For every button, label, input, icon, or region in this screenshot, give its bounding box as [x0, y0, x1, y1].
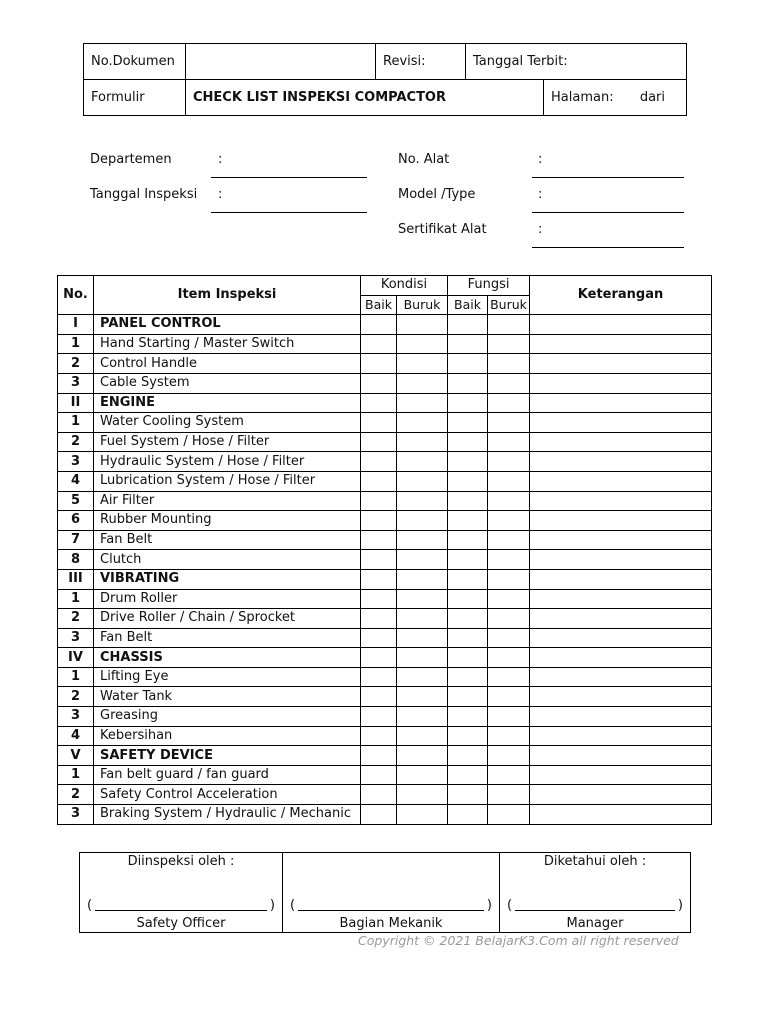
item-name: Hand Starting / Master Switch	[94, 334, 361, 354]
table-row	[58, 550, 712, 570]
table-row	[58, 432, 712, 452]
kondisi-buruk-cell[interactable]	[397, 785, 448, 805]
row-number: 2	[58, 785, 94, 805]
fungsi-buruk-cell[interactable]	[488, 511, 530, 531]
header-row-2	[84, 79, 686, 115]
keterangan-cell[interactable]	[530, 667, 712, 687]
fungsi-buruk-cell[interactable]	[488, 315, 530, 335]
header-row-1	[84, 44, 686, 79]
table-row	[58, 589, 712, 609]
no-dokumen-value[interactable]	[185, 44, 375, 79]
keterangan-cell[interactable]	[530, 707, 712, 727]
kondisi-buruk-cell[interactable]	[397, 315, 448, 335]
fungsi-buruk-cell[interactable]	[488, 452, 530, 472]
item-name: Drum Roller	[94, 589, 361, 609]
departemen-label: Departemen	[90, 152, 172, 167]
fungsi-baik-cell[interactable]	[448, 785, 488, 805]
fungsi-baik-cell[interactable]	[448, 393, 488, 413]
fungsi-baik-cell[interactable]	[448, 648, 488, 668]
row-number: 1	[58, 589, 94, 609]
fungsi-baik-cell[interactable]	[448, 746, 488, 766]
keterangan-cell[interactable]	[530, 765, 712, 785]
kondisi-baik-cell[interactable]	[361, 393, 397, 413]
fungsi-buruk-cell[interactable]	[488, 569, 530, 589]
safety-officer-label: Safety Officer	[136, 916, 226, 931]
section-row	[58, 648, 712, 668]
kondisi-baik-cell[interactable]	[361, 550, 397, 570]
sertifikat-alat-colon: :	[538, 222, 543, 237]
item-name: Fan Belt	[94, 530, 361, 550]
fungsi-buruk-cell[interactable]	[488, 765, 530, 785]
kondisi-buruk-cell[interactable]	[397, 609, 448, 629]
table-row	[58, 511, 712, 531]
close-paren: )	[269, 898, 275, 913]
row-number: 6	[58, 511, 94, 531]
table-row	[58, 805, 712, 825]
kondisi-buruk-cell[interactable]	[397, 667, 448, 687]
kondisi-baik-cell[interactable]	[361, 765, 397, 785]
row-number: 3	[58, 707, 94, 727]
tanggal-inspeksi-colon: :	[218, 187, 223, 202]
tanggal-terbit-label: Tanggal Terbit:	[465, 44, 686, 79]
no-alat-label: No. Alat	[398, 152, 450, 167]
item-name: Fan Belt	[94, 628, 361, 648]
keterangan-cell[interactable]	[530, 471, 712, 491]
table-row	[58, 609, 712, 629]
fungsi-buruk-cell[interactable]	[488, 471, 530, 491]
item-name: Control Handle	[94, 354, 361, 374]
kondisi-buruk-cell[interactable]	[397, 471, 448, 491]
signature-table	[79, 852, 691, 933]
fungsi-buruk-cell[interactable]	[488, 687, 530, 707]
col-header-keterangan: Keterangan	[530, 276, 712, 315]
table-row	[58, 413, 712, 433]
row-number: 2	[58, 609, 94, 629]
table-row	[58, 726, 712, 746]
keterangan-cell[interactable]	[530, 589, 712, 609]
fungsi-baik-cell[interactable]	[448, 432, 488, 452]
keterangan-cell[interactable]	[530, 550, 712, 570]
manager-label: Manager	[566, 916, 624, 931]
keterangan-cell[interactable]	[530, 805, 712, 825]
kondisi-baik-cell[interactable]	[361, 569, 397, 589]
fungsi-buruk-cell[interactable]	[488, 354, 530, 374]
table-row	[58, 354, 712, 374]
table-row	[58, 334, 712, 354]
section-title: VIBRATING	[94, 569, 361, 589]
row-number: 3	[58, 373, 94, 393]
fungsi-buruk-cell[interactable]	[488, 805, 530, 825]
row-number: I	[58, 315, 94, 335]
kondisi-buruk-cell[interactable]	[397, 530, 448, 550]
row-number: 1	[58, 765, 94, 785]
departemen-field[interactable]	[211, 177, 367, 178]
keterangan-cell[interactable]	[530, 373, 712, 393]
kondisi-baik-cell[interactable]	[361, 648, 397, 668]
item-name: Air Filter	[94, 491, 361, 511]
item-name: Drive Roller / Chain / Sprocket	[94, 609, 361, 629]
fungsi-baik-cell[interactable]	[448, 315, 488, 335]
kondisi-buruk-cell[interactable]	[397, 805, 448, 825]
kondisi-buruk-cell[interactable]	[397, 354, 448, 374]
keterangan-cell[interactable]	[530, 354, 712, 374]
row-number: 1	[58, 334, 94, 354]
kondisi-baik-cell[interactable]	[361, 511, 397, 531]
form-title: CHECK LIST INSPEKSI COMPACTOR	[185, 80, 543, 115]
item-name: Greasing	[94, 707, 361, 727]
fungsi-baik-cell[interactable]	[448, 550, 488, 570]
keterangan-cell[interactable]	[530, 393, 712, 413]
row-number: 1	[58, 413, 94, 433]
col-header-fungsi-buruk: Buruk	[488, 295, 530, 315]
kondisi-buruk-cell[interactable]	[397, 687, 448, 707]
kondisi-buruk-cell[interactable]	[397, 413, 448, 433]
row-number: IV	[58, 648, 94, 668]
item-name: Safety Control Acceleration	[94, 785, 361, 805]
close-paren: )	[486, 898, 492, 913]
row-number: V	[58, 746, 94, 766]
keterangan-cell[interactable]	[530, 452, 712, 472]
kondisi-buruk-cell[interactable]	[397, 589, 448, 609]
inspection-table	[57, 275, 712, 825]
kondisi-buruk-cell[interactable]	[397, 726, 448, 746]
keterangan-cell[interactable]	[530, 491, 712, 511]
section-title: ENGINE	[94, 393, 361, 413]
keterangan-cell[interactable]	[530, 648, 712, 668]
keterangan-cell[interactable]	[530, 432, 712, 452]
kondisi-baik-cell[interactable]	[361, 354, 397, 374]
fungsi-buruk-cell[interactable]	[488, 413, 530, 433]
fungsi-buruk-cell[interactable]	[488, 726, 530, 746]
kondisi-buruk-cell[interactable]	[397, 452, 448, 472]
keterangan-cell[interactable]	[530, 413, 712, 433]
table-row	[58, 687, 712, 707]
kondisi-baik-cell[interactable]	[361, 530, 397, 550]
fungsi-baik-cell[interactable]	[448, 628, 488, 648]
row-number: 2	[58, 687, 94, 707]
kondisi-baik-cell[interactable]	[361, 373, 397, 393]
fungsi-baik-cell[interactable]	[448, 805, 488, 825]
col-header-kondisi: Kondisi	[361, 276, 448, 296]
kondisi-buruk-cell[interactable]	[397, 707, 448, 727]
sertifikat-alat-field[interactable]	[532, 247, 684, 248]
section-row	[58, 569, 712, 589]
row-number: 8	[58, 550, 94, 570]
row-number: 3	[58, 452, 94, 472]
fungsi-buruk-cell[interactable]	[488, 746, 530, 766]
kondisi-buruk-cell[interactable]	[397, 569, 448, 589]
kondisi-baik-cell[interactable]	[361, 687, 397, 707]
table-row	[58, 373, 712, 393]
kondisi-baik-cell[interactable]	[361, 628, 397, 648]
kondisi-baik-cell[interactable]	[361, 491, 397, 511]
fungsi-buruk-cell[interactable]	[488, 628, 530, 648]
row-number: 2	[58, 432, 94, 452]
kondisi-buruk-cell[interactable]	[397, 491, 448, 511]
keterangan-cell[interactable]	[530, 569, 712, 589]
table-row	[58, 530, 712, 550]
fungsi-baik-cell[interactable]	[448, 413, 488, 433]
col-header-fungsi-baik: Baik	[448, 295, 488, 315]
copyright-text: Copyright © 2021 BelajarK3.Com all right reserved	[358, 933, 679, 948]
fungsi-buruk-cell[interactable]	[488, 373, 530, 393]
item-name: Clutch	[94, 550, 361, 570]
model-type-label: Model /Type	[398, 187, 476, 202]
row-number: 3	[58, 628, 94, 648]
section-row	[58, 315, 712, 335]
kondisi-baik-cell[interactable]	[361, 667, 397, 687]
row-number: 5	[58, 491, 94, 511]
kondisi-baik-cell[interactable]	[361, 805, 397, 825]
kondisi-baik-cell[interactable]	[361, 432, 397, 452]
item-name: Cable System	[94, 373, 361, 393]
kondisi-baik-cell[interactable]	[361, 589, 397, 609]
tanggal-inspeksi-field[interactable]	[211, 212, 367, 213]
keterangan-cell[interactable]	[530, 315, 712, 335]
signature-mechanic	[283, 853, 500, 933]
fungsi-baik-cell[interactable]	[448, 452, 488, 472]
item-name: Braking System / Hydraulic / Mechanic	[94, 805, 361, 825]
kondisi-baik-cell[interactable]	[361, 785, 397, 805]
table-row	[58, 707, 712, 727]
fungsi-baik-cell[interactable]	[448, 726, 488, 746]
fungsi-baik-cell[interactable]	[448, 707, 488, 727]
keterangan-cell[interactable]	[530, 628, 712, 648]
kondisi-baik-cell[interactable]	[361, 746, 397, 766]
row-number: II	[58, 393, 94, 413]
item-name: Lifting Eye	[94, 667, 361, 687]
halaman-cell	[543, 80, 686, 115]
diinspeksi-oleh-label: Diinspeksi oleh :	[127, 854, 235, 869]
fungsi-buruk-cell[interactable]	[488, 609, 530, 629]
fungsi-buruk-cell[interactable]	[488, 432, 530, 452]
row-number: 2	[58, 354, 94, 374]
fungsi-baik-cell[interactable]	[448, 511, 488, 531]
table-row	[58, 667, 712, 687]
kondisi-baik-cell[interactable]	[361, 726, 397, 746]
row-number: 7	[58, 530, 94, 550]
keterangan-cell[interactable]	[530, 334, 712, 354]
fungsi-buruk-cell[interactable]	[488, 550, 530, 570]
fungsi-baik-cell[interactable]	[448, 491, 488, 511]
signature-line	[298, 900, 484, 911]
tanggal-inspeksi-label: Tanggal Inspeksi	[90, 187, 198, 202]
departemen-colon: :	[218, 152, 223, 167]
open-paren: (	[87, 898, 93, 913]
kondisi-buruk-cell[interactable]	[397, 550, 448, 570]
signature-inspector	[80, 853, 283, 933]
fungsi-baik-cell[interactable]	[448, 765, 488, 785]
fungsi-baik-cell[interactable]	[448, 471, 488, 491]
keterangan-cell[interactable]	[530, 687, 712, 707]
kondisi-buruk-cell[interactable]	[397, 746, 448, 766]
signature-manager	[500, 853, 691, 933]
no-alat-field[interactable]	[532, 177, 684, 178]
dari-label: dari	[639, 90, 665, 105]
inspector-signature-line[interactable]	[87, 898, 275, 913]
kondisi-baik-cell[interactable]	[361, 471, 397, 491]
keterangan-cell[interactable]	[530, 530, 712, 550]
table-row	[58, 765, 712, 785]
fungsi-baik-cell[interactable]	[448, 687, 488, 707]
keterangan-cell[interactable]	[530, 746, 712, 766]
table-row	[58, 452, 712, 472]
item-name: Kebersihan	[94, 726, 361, 746]
kondisi-buruk-cell[interactable]	[397, 373, 448, 393]
section-title: CHASSIS	[94, 648, 361, 668]
section-title: PANEL CONTROL	[94, 315, 361, 335]
fungsi-buruk-cell[interactable]	[488, 648, 530, 668]
section-row	[58, 746, 712, 766]
item-name: Water Cooling System	[94, 413, 361, 433]
fungsi-baik-cell[interactable]	[448, 667, 488, 687]
kondisi-buruk-cell[interactable]	[397, 432, 448, 452]
row-number: 1	[58, 667, 94, 687]
fungsi-baik-cell[interactable]	[448, 373, 488, 393]
kondisi-buruk-cell[interactable]	[397, 628, 448, 648]
kondisi-baik-cell[interactable]	[361, 315, 397, 335]
row-number: 4	[58, 471, 94, 491]
manager-signature-line[interactable]	[507, 898, 683, 913]
item-name: Fuel System / Hose / Filter	[94, 432, 361, 452]
table-row	[58, 785, 712, 805]
keterangan-cell[interactable]	[530, 511, 712, 531]
model-type-field[interactable]	[532, 212, 684, 213]
fungsi-baik-cell[interactable]	[448, 354, 488, 374]
item-name: Hydraulic System / Hose / Filter	[94, 452, 361, 472]
fungsi-buruk-cell[interactable]	[488, 785, 530, 805]
document-header	[83, 43, 687, 116]
fungsi-baik-cell[interactable]	[448, 569, 488, 589]
open-paren: (	[507, 898, 513, 913]
table-row	[58, 491, 712, 511]
section-row	[58, 393, 712, 413]
fungsi-baik-cell[interactable]	[448, 609, 488, 629]
fungsi-buruk-cell[interactable]	[488, 530, 530, 550]
fungsi-buruk-cell[interactable]	[488, 589, 530, 609]
col-header-kondisi-baik: Baik	[361, 295, 397, 315]
section-title: SAFETY DEVICE	[94, 746, 361, 766]
fungsi-buruk-cell[interactable]	[488, 393, 530, 413]
kondisi-baik-cell[interactable]	[361, 707, 397, 727]
fungsi-baik-cell[interactable]	[448, 530, 488, 550]
row-number: 4	[58, 726, 94, 746]
col-header-fungsi: Fungsi	[448, 276, 530, 296]
signature-line	[515, 900, 675, 911]
col-header-item: Item Inspeksi	[94, 276, 361, 315]
fungsi-buruk-cell[interactable]	[488, 707, 530, 727]
table-row	[58, 471, 712, 491]
keterangan-cell[interactable]	[530, 609, 712, 629]
kondisi-buruk-cell[interactable]	[397, 648, 448, 668]
fungsi-buruk-cell[interactable]	[488, 334, 530, 354]
mechanic-signature-line[interactable]	[290, 898, 492, 913]
sertifikat-alat-label: Sertifikat Alat	[398, 222, 487, 237]
row-number: III	[58, 569, 94, 589]
keterangan-cell[interactable]	[530, 726, 712, 746]
inspection-rows	[58, 315, 712, 824]
col-header-no: No.	[58, 276, 94, 315]
kondisi-buruk-cell[interactable]	[397, 511, 448, 531]
no-alat-colon: :	[538, 152, 543, 167]
item-name: Fan belt guard / fan guard	[94, 765, 361, 785]
halaman-label: Halaman:	[551, 90, 614, 105]
item-name: Lubrication System / Hose / Filter	[94, 471, 361, 491]
formulir-label: Formulir	[91, 90, 145, 105]
fungsi-baik-cell[interactable]	[448, 334, 488, 354]
kondisi-buruk-cell[interactable]	[397, 393, 448, 413]
close-paren: )	[677, 898, 683, 913]
kondisi-buruk-cell[interactable]	[397, 334, 448, 354]
fungsi-buruk-cell[interactable]	[488, 667, 530, 687]
table-row	[58, 628, 712, 648]
kondisi-baik-cell[interactable]	[361, 334, 397, 354]
fungsi-buruk-cell[interactable]	[488, 491, 530, 511]
model-type-colon: :	[538, 187, 543, 202]
item-name: Water Tank	[94, 687, 361, 707]
fungsi-baik-cell[interactable]	[448, 589, 488, 609]
row-number: 3	[58, 805, 94, 825]
kondisi-buruk-cell[interactable]	[397, 765, 448, 785]
kondisi-baik-cell[interactable]	[361, 609, 397, 629]
open-paren: (	[290, 898, 296, 913]
kondisi-baik-cell[interactable]	[361, 452, 397, 472]
kondisi-baik-cell[interactable]	[361, 413, 397, 433]
revisi-label: Revisi:	[375, 44, 465, 79]
col-header-kondisi-buruk: Buruk	[397, 295, 448, 315]
item-name: Rubber Mounting	[94, 511, 361, 531]
signature-line	[95, 900, 267, 911]
no-dokumen-label: No.Dokumen	[91, 54, 175, 69]
diketahui-oleh-label: Diketahui oleh :	[543, 854, 647, 869]
keterangan-cell[interactable]	[530, 785, 712, 805]
bagian-mekanik-label: Bagian Mekanik	[339, 916, 443, 931]
